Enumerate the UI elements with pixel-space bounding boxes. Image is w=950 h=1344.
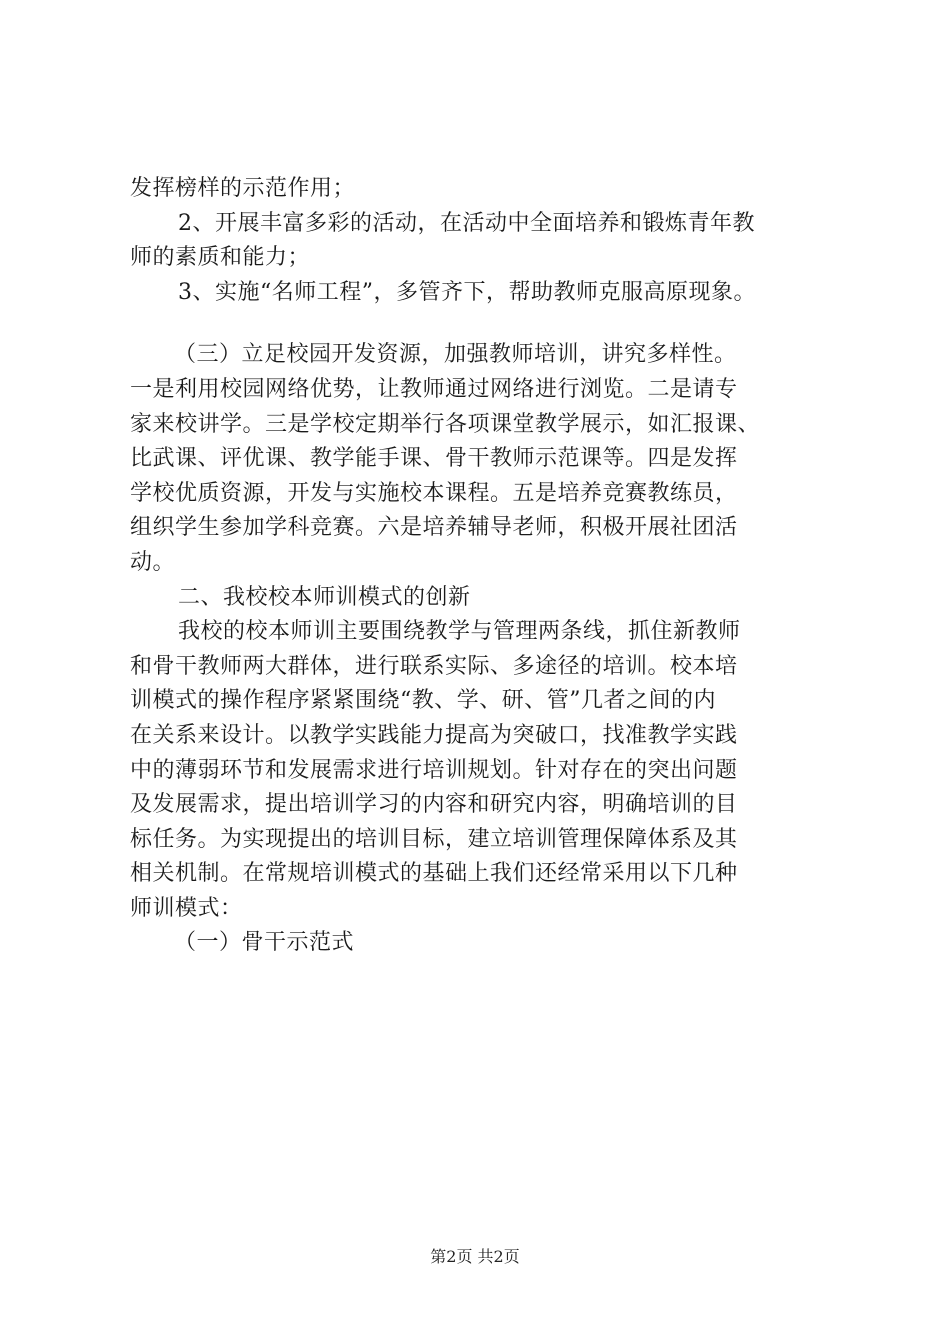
- text-line: 动。: [130, 549, 176, 575]
- text-line: 组织学生参加学科竞赛。六是培养辅导老师，积极开展社团活: [130, 515, 738, 541]
- text-line: 标任务。为实现提出的培训目标，建立培训管理保障体系及其: [130, 826, 738, 852]
- text-line: 师训模式：: [130, 895, 243, 921]
- text-line: 发挥榜样的示范作用；: [130, 176, 356, 201]
- section-heading: （三）立足校园开发资源，加强教师培训，讲究多样性。: [174, 342, 737, 368]
- page-number-footer: 第2页 共2页: [430, 1247, 520, 1266]
- text-line: 和骨干教师两大群体，进行联系实际、多途径的培训。校本培: [130, 653, 738, 679]
- text-line: 学校优质资源，开发与实施校本课程。五是培养竞赛教练员，: [130, 480, 738, 506]
- text-line: 在关系来设计。以教学实践能力提高为突破口，找准教学实践: [130, 722, 738, 748]
- text-line: 师的素质和能力；: [130, 245, 311, 271]
- text-line: 相关机制。在常规培训模式的基础上我们还经常采用以下几种: [130, 861, 738, 887]
- text-line: 我校的校本师训主要围绕教学与管理两条线，抓住新教师: [178, 619, 741, 645]
- text-line: 3、实施“名师工程”，多管齐下，帮助教师克服高原现象。: [178, 279, 756, 305]
- text-line: 及发展需求，提出培训学习的内容和研究内容，明确培训的目: [130, 792, 738, 818]
- text-line: 家来校讲学。三是学校定期举行各项课堂教学展示，如汇报课、: [130, 411, 761, 437]
- text-line: 中的薄弱环节和发展需求进行培训规划。针对存在的突出问题: [130, 757, 738, 783]
- text-line: 训模式的操作程序紧紧围绕“教、学、研、管”几者之间的内: [130, 688, 716, 714]
- text-line: 一是利用校园网络优势，让教师通过网络进行浏览。二是请专: [130, 376, 738, 402]
- paragraph-gap: [130, 310, 835, 338]
- text-line: 比武课、评优课、教学能手课、骨干教师示范课等。四是发挥: [130, 446, 738, 472]
- section-heading: （一）骨干示范式: [174, 930, 355, 956]
- text-line: 2、开展丰富多彩的活动，在活动中全面培养和锻炼青年教: [178, 210, 755, 236]
- document-body: [130, 172, 835, 961]
- section-heading: 二、我校校本师训模式的创新: [178, 584, 471, 610]
